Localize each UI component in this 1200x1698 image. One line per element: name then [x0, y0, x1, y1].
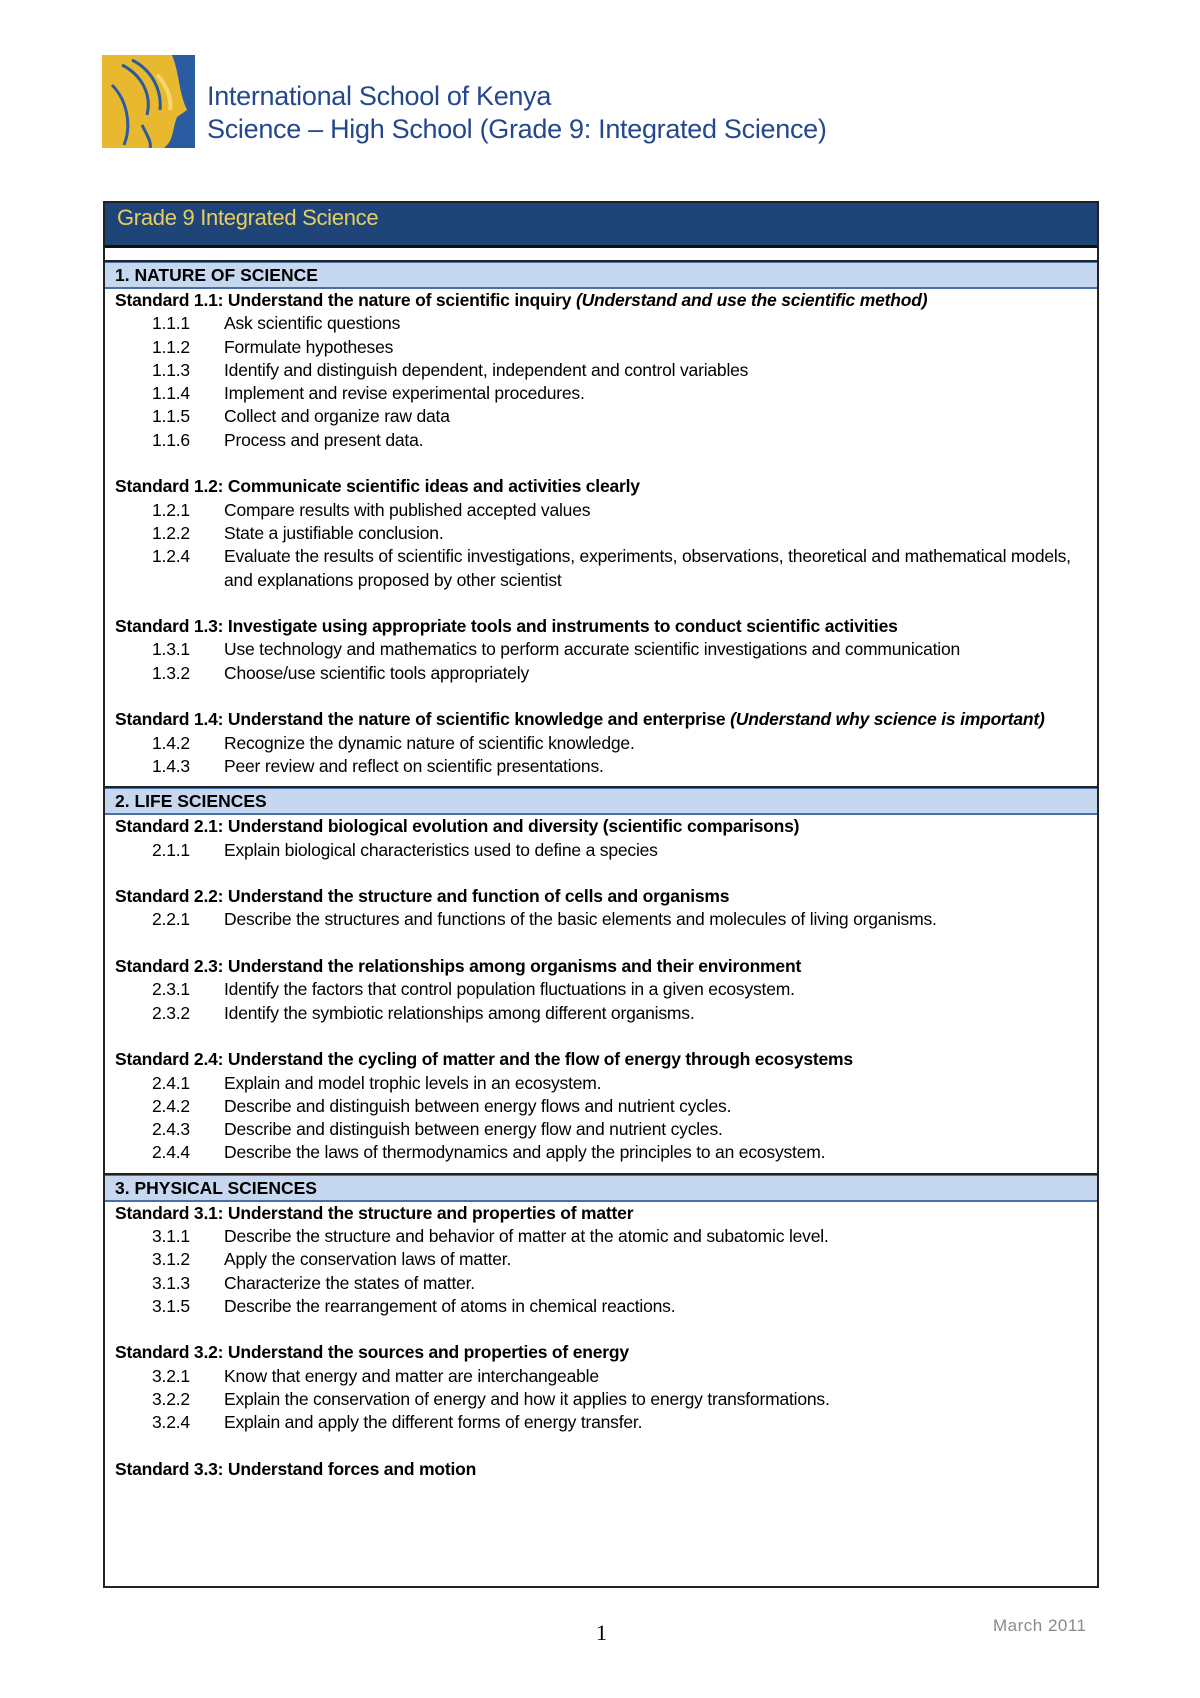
item-number: 3.2.2 [152, 1389, 190, 1410]
standard-item [115, 1118, 1087, 1141]
item-number: 1.3.2 [152, 662, 190, 683]
standard-heading: Standard 2.1: Understand biological evolution and diversity (scientific comparisons) [115, 816, 800, 837]
item-text: Choose/use scientific tools appropriately [224, 662, 530, 683]
item-text: Explain and model trophic levels in an ecosystem. [224, 1072, 602, 1093]
item-number: 1.4.3 [152, 755, 190, 776]
item-number: 1.2.4 [152, 546, 190, 567]
standard-heading: Standard 3.2: Understand the sources and properties of energy [115, 1342, 629, 1363]
item-number: 2.3.2 [152, 1002, 190, 1023]
standards-table [103, 201, 1099, 1588]
item-number: 3.1.3 [152, 1272, 190, 1293]
standard-item [115, 1295, 1087, 1318]
item-number: 1.2.2 [152, 522, 190, 543]
item-number: 1.1.3 [152, 359, 190, 380]
standard-title [115, 289, 1087, 312]
standard-item [115, 732, 1087, 755]
item-text: Characterize the states of matter. [224, 1272, 475, 1293]
item-text: Collect and organize raw data [224, 406, 450, 427]
standard-item [115, 429, 1087, 452]
standard-title [115, 1458, 1087, 1481]
item-text: Describe the structures and functions of the basic elements and molecules of living organisms. [224, 909, 937, 930]
blank-line [115, 1025, 1087, 1048]
standard-item [115, 978, 1087, 1001]
standard-title [115, 475, 1087, 498]
item-number: 1.1.1 [152, 313, 190, 334]
standard-item [115, 1141, 1087, 1164]
standard-item [115, 1365, 1087, 1388]
standard-title [115, 615, 1087, 638]
item-text: Explain the conservation of energy and how it applies to energy transformations. [224, 1389, 830, 1410]
standard-item [115, 662, 1087, 685]
item-number: 3.1.2 [152, 1249, 190, 1270]
standard-item [115, 638, 1087, 661]
standard-item [115, 1411, 1087, 1434]
standard-heading: Standard 2.2: Understand the structure and function of cells and organisms [115, 886, 730, 907]
standard-item [115, 1072, 1087, 1095]
standard-title [115, 885, 1087, 908]
item-number: 3.1.5 [152, 1295, 190, 1316]
standard-heading: Standard 1.1: Understand the nature of scientific inquiry [115, 290, 576, 310]
section-body [105, 815, 1097, 1174]
blank-line [115, 452, 1087, 475]
item-text: Identify the symbiotic relationships among different organisms. [224, 1002, 695, 1023]
standard-item [115, 312, 1087, 335]
standard-title [115, 1048, 1087, 1071]
blank-line [115, 932, 1087, 955]
item-text: Describe the structure and behavior of matter at the atomic and subatomic level. [224, 1225, 829, 1246]
standard-item [115, 1388, 1087, 1411]
school-name: International School of Kenya [207, 81, 552, 111]
item-number: 2.4.1 [152, 1072, 190, 1093]
blank-line [115, 862, 1087, 885]
standard-title [115, 1341, 1087, 1364]
section-heading: 3. PHYSICAL SCIENCES [105, 1175, 1097, 1202]
standard-item [115, 405, 1087, 428]
item-text: Ask scientific questions [224, 313, 401, 334]
section-heading: 1. NATURE OF SCIENCE [105, 262, 1097, 289]
school-lion-logo [102, 55, 195, 148]
standard-item [115, 545, 1087, 592]
item-text: Apply the conservation laws of matter. [224, 1249, 512, 1270]
document-subtitle: Science – High School (Grade 9: Integrated Science) [207, 114, 827, 144]
item-text: Identify and distinguish dependent, independent and control variables [224, 359, 749, 380]
item-text: Implement and revise experimental procedures. [224, 383, 585, 404]
blank-line [115, 685, 1087, 708]
item-text: State a justifiable conclusion. [224, 522, 444, 543]
table-title: Grade 9 Integrated Science [105, 203, 1097, 248]
section-body [105, 1202, 1097, 1490]
item-text: Describe and distinguish between energy flow and nutrient cycles. [224, 1119, 723, 1140]
item-number: 1.2.1 [152, 499, 190, 520]
item-text: Explain and apply the different forms of energy transfer. [224, 1412, 643, 1433]
standard-item [115, 1002, 1087, 1025]
item-text: Compare results with published accepted values [224, 499, 591, 520]
standard-heading: Standard 1.4: Understand the nature of scientific knowledge and enterprise [115, 709, 731, 730]
sections-container [105, 262, 1097, 1489]
item-number: 2.1.1 [152, 839, 190, 860]
item-text: Describe the laws of thermodynamics and apply the principles to an ecosystem. [224, 1142, 826, 1163]
standard-heading: Standard 2.3: Understand the relationships among organisms and their environment [115, 956, 802, 977]
section-body [105, 289, 1097, 788]
standard-item [115, 1225, 1087, 1248]
standard-heading: Standard 2.4: Understand the cycling of matter and the flow of energy through ecosystems [115, 1049, 853, 1070]
document-header [207, 80, 827, 146]
table-spacer-row [105, 248, 1097, 262]
standard-heading: Standard 1.2: Communicate scientific ideas and activities clearly [115, 476, 640, 497]
item-number: 2.2.1 [152, 909, 190, 930]
section-heading: 2. LIFE SCIENCES [105, 788, 1097, 815]
footer-date: March 2011 [993, 1616, 1087, 1635]
item-text: Identify the factors that control population fluctuations in a given ecosystem. [224, 979, 795, 1000]
standard-item [115, 1248, 1087, 1271]
item-number: 2.4.2 [152, 1095, 190, 1116]
standard-item [115, 1272, 1087, 1295]
blank-line [115, 592, 1087, 615]
standard-heading: Standard 3.3: Understand forces and motion [115, 1458, 477, 1479]
standard-note: (Understand and use the scientific method) [575, 290, 928, 310]
item-number: 3.2.1 [152, 1365, 190, 1386]
item-number: 3.2.4 [152, 1412, 190, 1433]
standard-item [115, 359, 1087, 382]
item-text: Know that energy and matter are interchangeable [224, 1365, 599, 1386]
item-number: 1.1.5 [152, 406, 190, 427]
standard-heading: Standard 3.1: Understand the structure and properties of matter [115, 1202, 634, 1223]
item-number: 2.3.1 [152, 979, 190, 1000]
standard-item [115, 839, 1087, 862]
item-text: Describe and distinguish between energy flows and nutrient cycles. [224, 1095, 732, 1116]
blank-line [115, 1318, 1087, 1341]
blank-line [115, 1435, 1087, 1458]
item-number: 1.3.1 [152, 639, 190, 660]
item-text: Recognize the dynamic nature of scientific knowledge. [224, 732, 635, 753]
standard-item [115, 755, 1087, 778]
item-number: 3.1.1 [152, 1225, 190, 1246]
item-number: 1.4.2 [152, 732, 190, 753]
item-text: Evaluate the results of scientific investigations, experiments, observations, theoretical and mathematical models, and explanations proposed by other scientist [224, 546, 1071, 590]
standard-item [115, 336, 1087, 359]
standard-item [115, 382, 1087, 405]
item-number: 1.1.6 [152, 429, 190, 450]
item-text: Formulate hypotheses [224, 336, 394, 357]
item-number: 2.4.4 [152, 1142, 190, 1163]
standard-title [115, 1202, 1087, 1225]
item-text: Process and present data. [224, 429, 424, 450]
standard-title [115, 815, 1087, 838]
standard-title [115, 708, 1087, 731]
item-number: 1.1.4 [152, 383, 190, 404]
item-text: Peer review and reflect on scientific presentations. [224, 755, 604, 776]
standard-item [115, 1095, 1087, 1118]
item-number: 1.1.2 [152, 336, 190, 357]
page-number: 1 [596, 1620, 607, 1645]
standard-note: (Understand why science is important) [730, 709, 1045, 730]
standard-heading: Standard 1.3: Investigate using appropriate tools and instruments to conduct scientific activities [115, 616, 898, 637]
standard-item [115, 522, 1087, 545]
item-text: Use technology and mathematics to perform accurate scientific investigations and communication [224, 639, 961, 660]
standard-title [115, 955, 1087, 978]
standard-item [115, 908, 1087, 931]
standard-item [115, 499, 1087, 522]
item-number: 2.4.3 [152, 1119, 190, 1140]
item-text: Explain biological characteristics used to define a species [224, 839, 658, 860]
item-text: Describe the rearrangement of atoms in chemical reactions. [224, 1295, 676, 1316]
